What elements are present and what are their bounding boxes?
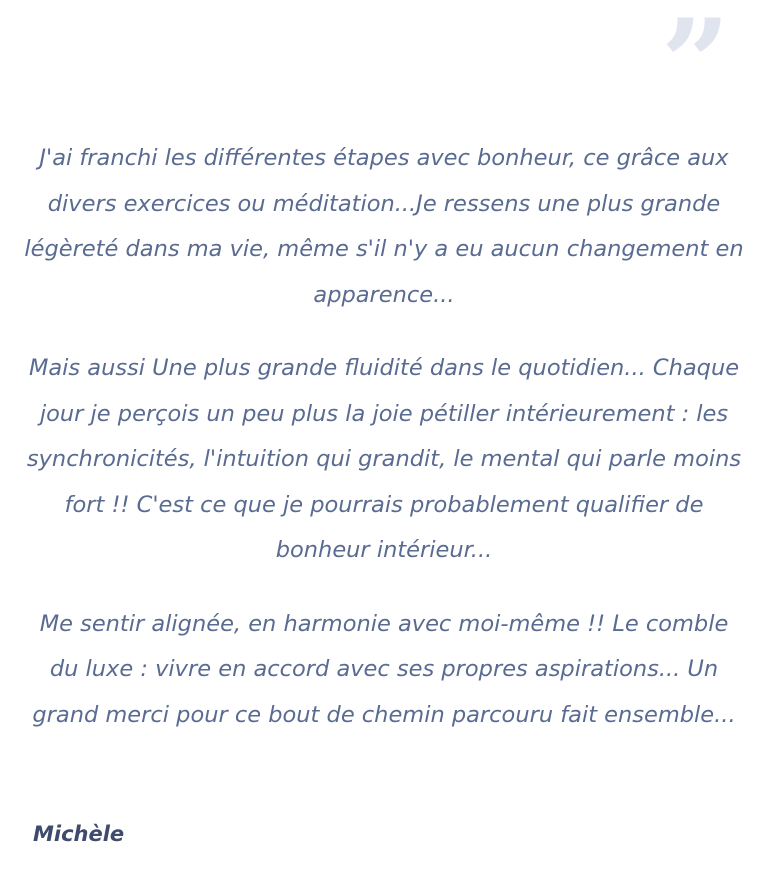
testimonial-paragraph-2: Mais aussi Une plus grande fluidité dans le quotidien... Chaque jour je perçois un peu plus la joie pétiller intérieurement : les synchronicités, l'intuition qui grandit, le mental qui parle moins fort !! C'est ce que je pourrais probablement qualifier de bonheur intérieur...	[26, 355, 742, 563]
testimonial-author: Michèle	[33, 822, 125, 846]
testimonial-paragraph-1: J'ai franchi les différentes étapes avec bonheur, ce grâce aux divers exercices ou méditation...Je ressens une plus grande légèreté dans ma vie, même s'il n'y a eu aucun changement en apparence...	[24, 145, 744, 308]
testimonial-paragraph-3: Me sentir alignée, en harmonie avec moi-même !! Le comble du luxe : vivre en accord avec ses propres aspirations... Un grand merci pour ce bout de chemin parcouru fait ensemble...	[32, 610, 736, 728]
testimonial-text	[24, 136, 744, 766]
quotation-mark-icon: ”	[660, 0, 730, 134]
